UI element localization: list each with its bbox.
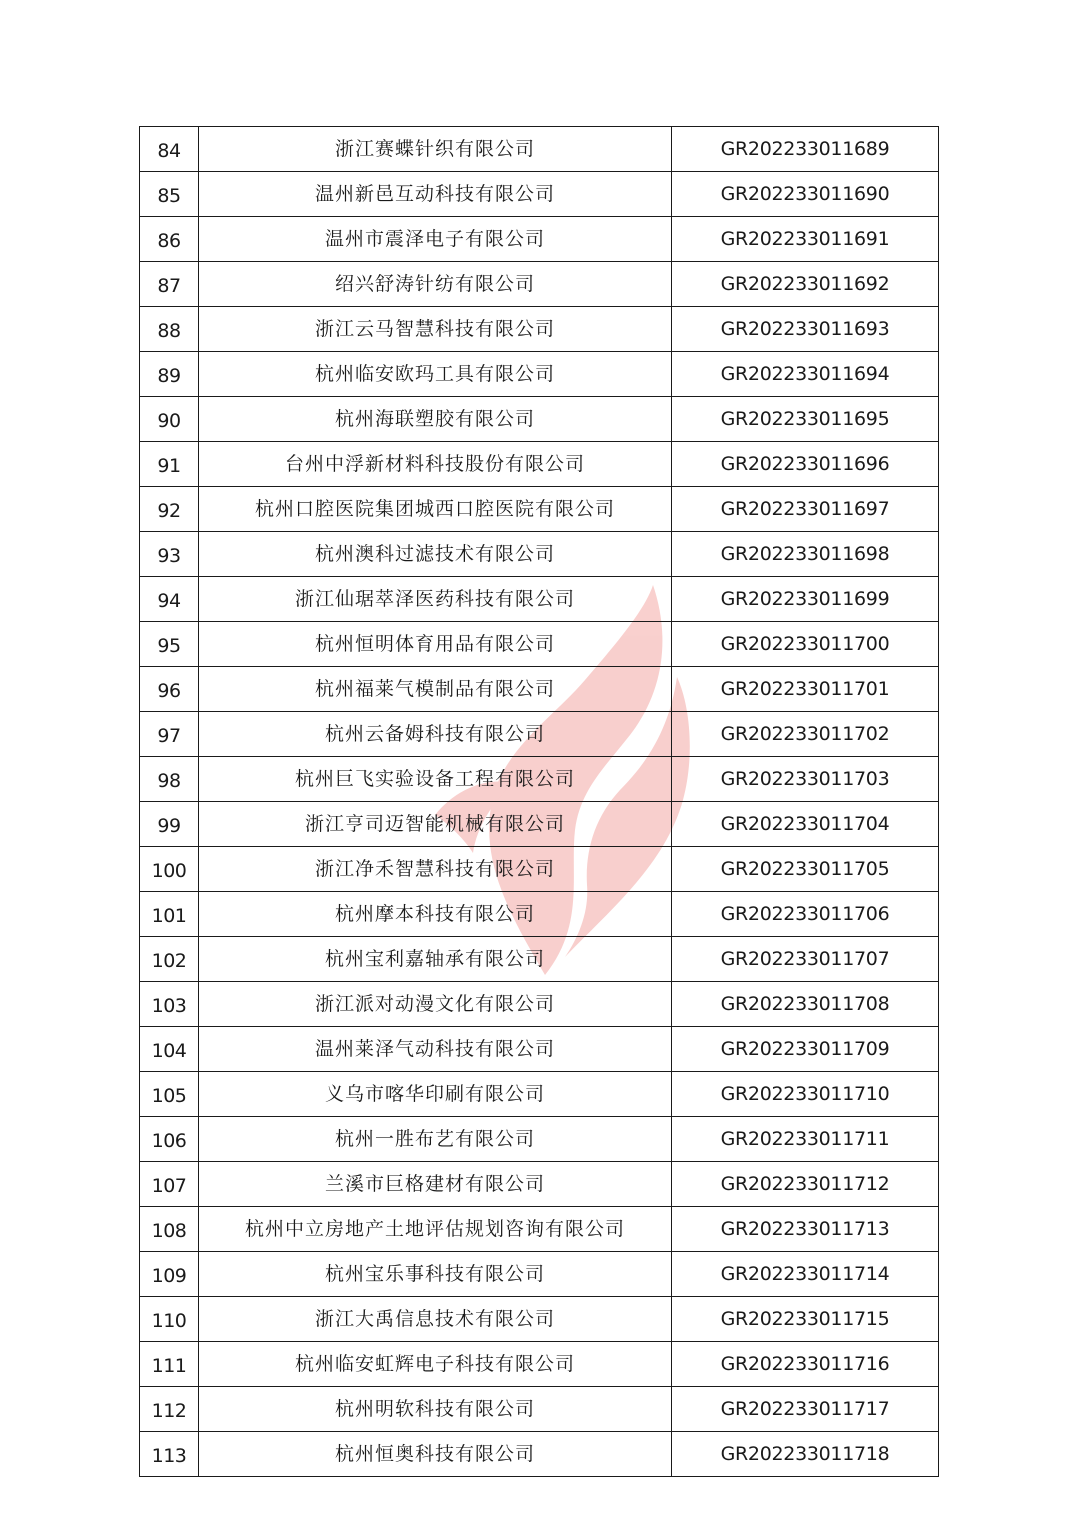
company-name: 杭州临安欧玛工具有限公司 <box>314 363 555 385</box>
certificate-code-cell <box>672 1432 939 1477</box>
row-number: 106 <box>151 1130 187 1152</box>
table-row <box>140 1072 939 1117</box>
certificate-code: GR202233011709 <box>720 1038 890 1060</box>
row-number: 87 <box>157 275 181 297</box>
row-number-cell <box>140 307 199 352</box>
certificate-code: GR202233011704 <box>720 813 890 835</box>
company-name-cell <box>199 1252 672 1297</box>
certificate-code-cell <box>672 847 939 892</box>
row-number-cell <box>140 172 199 217</box>
row-number-cell <box>140 487 199 532</box>
company-name-cell <box>199 1387 672 1432</box>
certificate-code: GR202233011691 <box>720 228 890 250</box>
row-number-cell <box>140 937 199 982</box>
row-number: 93 <box>157 545 181 567</box>
row-number: 84 <box>157 140 181 162</box>
company-name-cell <box>199 217 672 262</box>
row-number-cell <box>140 667 199 712</box>
table-row <box>140 217 939 262</box>
enterprise-list-table <box>139 126 939 1477</box>
row-number: 104 <box>151 1040 187 1062</box>
certificate-code-cell <box>672 982 939 1027</box>
table-row <box>140 127 939 172</box>
table-body <box>140 127 939 1477</box>
row-number-cell <box>140 442 199 487</box>
row-number: 112 <box>151 1400 187 1422</box>
certificate-code-cell <box>672 667 939 712</box>
company-name-cell <box>199 982 672 1027</box>
certificate-code: GR202233011702 <box>720 723 890 745</box>
company-name-cell <box>199 892 672 937</box>
certificate-code: GR202233011696 <box>720 453 890 475</box>
row-number: 107 <box>151 1175 187 1197</box>
certificate-code: GR202233011718 <box>720 1443 890 1465</box>
certificate-code-cell <box>672 757 939 802</box>
company-name: 杭州临安虹辉电子科技有限公司 <box>294 1353 575 1375</box>
table-row <box>140 1297 939 1342</box>
certificate-code: GR202233011714 <box>720 1263 890 1285</box>
table-row <box>140 1027 939 1072</box>
company-name: 浙江净禾智慧科技有限公司 <box>314 858 555 880</box>
table-row <box>140 532 939 577</box>
table-row <box>140 1387 939 1432</box>
certificate-code-cell <box>672 577 939 622</box>
company-name: 杭州中立房地产土地评估规划咨询有限公司 <box>244 1218 625 1240</box>
certificate-code-cell <box>672 487 939 532</box>
company-name: 温州新邑互动科技有限公司 <box>314 183 555 205</box>
certificate-code-cell <box>672 892 939 937</box>
row-number: 92 <box>157 500 181 522</box>
company-name: 浙江赛蝶针织有限公司 <box>334 138 535 160</box>
company-name-cell <box>199 127 672 172</box>
table-row <box>140 937 939 982</box>
table-row <box>140 1162 939 1207</box>
certificate-code: GR202233011698 <box>720 543 890 565</box>
row-number: 99 <box>157 815 181 837</box>
row-number: 98 <box>157 770 181 792</box>
table-row <box>140 262 939 307</box>
company-name-cell <box>199 847 672 892</box>
row-number-cell <box>140 397 199 442</box>
company-name: 杭州巨飞实验设备工程有限公司 <box>294 768 575 790</box>
company-name-cell <box>199 1432 672 1477</box>
certificate-code: GR202233011713 <box>720 1218 890 1240</box>
company-name-cell <box>199 622 672 667</box>
certificate-code-cell <box>672 352 939 397</box>
row-number-cell <box>140 622 199 667</box>
row-number-cell <box>140 1162 199 1207</box>
row-number: 102 <box>151 950 187 972</box>
row-number-cell <box>140 1252 199 1297</box>
table-row <box>140 802 939 847</box>
certificate-code: GR202233011690 <box>720 183 890 205</box>
certificate-code: GR202233011705 <box>720 858 890 880</box>
certificate-code-cell <box>672 532 939 577</box>
certificate-code-cell <box>672 217 939 262</box>
company-name-cell <box>199 262 672 307</box>
company-name: 台州中浮新材料科技股份有限公司 <box>284 453 585 475</box>
certificate-code-cell <box>672 937 939 982</box>
certificate-code-cell <box>672 802 939 847</box>
certificate-code-cell <box>672 622 939 667</box>
certificate-code: GR202233011695 <box>720 408 890 430</box>
certificate-code-cell <box>672 262 939 307</box>
table-row <box>140 712 939 757</box>
row-number-cell <box>140 352 199 397</box>
company-name-cell <box>199 1072 672 1117</box>
certificate-code-cell <box>672 1072 939 1117</box>
company-name: 温州市震泽电子有限公司 <box>324 228 545 250</box>
row-number-cell <box>140 262 199 307</box>
row-number: 101 <box>151 905 187 927</box>
table-row <box>140 1342 939 1387</box>
company-name: 杭州恒奥科技有限公司 <box>334 1443 535 1465</box>
row-number: 90 <box>157 410 181 432</box>
company-name: 浙江云马智慧科技有限公司 <box>314 318 555 340</box>
row-number: 113 <box>151 1445 187 1467</box>
certificate-code: GR202233011697 <box>720 498 890 520</box>
company-name: 浙江亨司迈智能机械有限公司 <box>304 813 565 835</box>
row-number: 94 <box>157 590 181 612</box>
company-name-cell <box>199 442 672 487</box>
company-name-cell <box>199 1027 672 1072</box>
company-name-cell <box>199 577 672 622</box>
company-name-cell <box>199 532 672 577</box>
row-number: 97 <box>157 725 181 747</box>
row-number-cell <box>140 1342 199 1387</box>
company-name-cell <box>199 712 672 757</box>
table-row <box>140 892 939 937</box>
row-number: 103 <box>151 995 187 1017</box>
row-number: 108 <box>151 1220 187 1242</box>
row-number-cell <box>140 1432 199 1477</box>
row-number-cell <box>140 1117 199 1162</box>
table-row <box>140 172 939 217</box>
certificate-code: GR202233011706 <box>720 903 890 925</box>
certificate-code: GR202233011710 <box>720 1083 890 1105</box>
company-name: 温州莱泽气动科技有限公司 <box>314 1038 555 1060</box>
table-row <box>140 847 939 892</box>
certificate-code-cell <box>672 712 939 757</box>
certificate-code: GR202233011700 <box>720 633 890 655</box>
company-name: 杭州摩本科技有限公司 <box>334 903 535 925</box>
row-number-cell <box>140 1297 199 1342</box>
row-number-cell <box>140 1072 199 1117</box>
company-name: 杭州口腔医院集团城西口腔医院有限公司 <box>254 498 615 520</box>
company-name-cell <box>199 1162 672 1207</box>
company-name: 杭州云备姆科技有限公司 <box>324 723 545 745</box>
table-row <box>140 352 939 397</box>
row-number-cell <box>140 217 199 262</box>
table-row <box>140 487 939 532</box>
row-number: 86 <box>157 230 181 252</box>
certificate-code: GR202233011708 <box>720 993 890 1015</box>
certificate-code: GR202233011694 <box>720 363 890 385</box>
company-name: 浙江派对动漫文化有限公司 <box>314 993 555 1015</box>
table-row <box>140 622 939 667</box>
certificate-code: GR202233011699 <box>720 588 890 610</box>
row-number-cell <box>140 127 199 172</box>
company-name: 杭州宝利嘉轴承有限公司 <box>324 948 545 970</box>
certificate-code-cell <box>672 1342 939 1387</box>
table-row <box>140 667 939 712</box>
company-name: 义乌市喀华印刷有限公司 <box>324 1083 545 1105</box>
row-number-cell <box>140 757 199 802</box>
row-number: 100 <box>151 860 187 882</box>
certificate-code: GR202233011692 <box>720 273 890 295</box>
certificate-code: GR202233011711 <box>720 1128 890 1150</box>
certificate-code: GR202233011693 <box>720 318 890 340</box>
company-name: 杭州澳科过滤技术有限公司 <box>314 543 555 565</box>
certificate-code-cell <box>672 1027 939 1072</box>
row-number-cell <box>140 1387 199 1432</box>
certificate-code: GR202233011717 <box>720 1398 890 1420</box>
company-name: 兰溪市巨格建材有限公司 <box>324 1173 545 1195</box>
company-name: 杭州一胜布艺有限公司 <box>334 1128 535 1150</box>
company-name-cell <box>199 307 672 352</box>
row-number: 89 <box>157 365 181 387</box>
company-name: 杭州明软科技有限公司 <box>334 1398 535 1420</box>
certificate-code-cell <box>672 1387 939 1432</box>
company-name-cell <box>199 352 672 397</box>
company-name: 浙江仙琚萃泽医药科技有限公司 <box>294 588 575 610</box>
company-name-cell <box>199 487 672 532</box>
company-name: 杭州福莱气模制品有限公司 <box>314 678 555 700</box>
row-number-cell <box>140 982 199 1027</box>
company-name: 杭州恒明体育用品有限公司 <box>314 633 555 655</box>
company-name-cell <box>199 667 672 712</box>
certificate-code-cell <box>672 307 939 352</box>
company-name: 杭州宝乐事科技有限公司 <box>324 1263 545 1285</box>
row-number: 110 <box>151 1310 187 1332</box>
certificate-code: GR202233011715 <box>720 1308 890 1330</box>
table-row <box>140 1432 939 1477</box>
table-row <box>140 1117 939 1162</box>
certificate-code: GR202233011689 <box>720 138 890 160</box>
certificate-code-cell <box>672 172 939 217</box>
row-number-cell <box>140 712 199 757</box>
company-name-cell <box>199 397 672 442</box>
row-number-cell <box>140 1027 199 1072</box>
table-row <box>140 1207 939 1252</box>
row-number: 105 <box>151 1085 187 1107</box>
certificate-code: GR202233011707 <box>720 948 890 970</box>
row-number: 95 <box>157 635 181 657</box>
certificate-code-cell <box>672 1117 939 1162</box>
certificate-code-cell <box>672 1252 939 1297</box>
row-number: 88 <box>157 320 181 342</box>
row-number: 109 <box>151 1265 187 1287</box>
company-name: 绍兴舒涛针纺有限公司 <box>334 273 535 295</box>
certificate-code-cell <box>672 1162 939 1207</box>
table-row <box>140 577 939 622</box>
company-name: 杭州海联塑胶有限公司 <box>334 408 535 430</box>
row-number-cell <box>140 847 199 892</box>
table-row <box>140 982 939 1027</box>
company-name-cell <box>199 802 672 847</box>
certificate-code-cell <box>672 397 939 442</box>
row-number-cell <box>140 892 199 937</box>
row-number: 85 <box>157 185 181 207</box>
certificate-code: GR202233011703 <box>720 768 890 790</box>
certificate-code: GR202233011701 <box>720 678 890 700</box>
table-row <box>140 757 939 802</box>
row-number: 91 <box>157 455 181 477</box>
certificate-code-cell <box>672 1207 939 1252</box>
company-name-cell <box>199 1297 672 1342</box>
certificate-code-cell <box>672 442 939 487</box>
row-number-cell <box>140 532 199 577</box>
certificate-code: GR202233011712 <box>720 1173 890 1195</box>
table-row <box>140 442 939 487</box>
company-name-cell <box>199 757 672 802</box>
company-name-cell <box>199 1117 672 1162</box>
certificate-code-cell <box>672 127 939 172</box>
row-number-cell <box>140 802 199 847</box>
row-number: 96 <box>157 680 181 702</box>
company-name-cell <box>199 1207 672 1252</box>
table-row <box>140 307 939 352</box>
table-row <box>140 1252 939 1297</box>
row-number-cell <box>140 577 199 622</box>
table-row <box>140 397 939 442</box>
company-name: 浙江大禹信息技术有限公司 <box>314 1308 555 1330</box>
certificate-code-cell <box>672 1297 939 1342</box>
company-name-cell <box>199 1342 672 1387</box>
certificate-code: GR202233011716 <box>720 1353 890 1375</box>
company-name-cell <box>199 172 672 217</box>
company-name-cell <box>199 937 672 982</box>
row-number: 111 <box>151 1355 187 1377</box>
row-number-cell <box>140 1207 199 1252</box>
